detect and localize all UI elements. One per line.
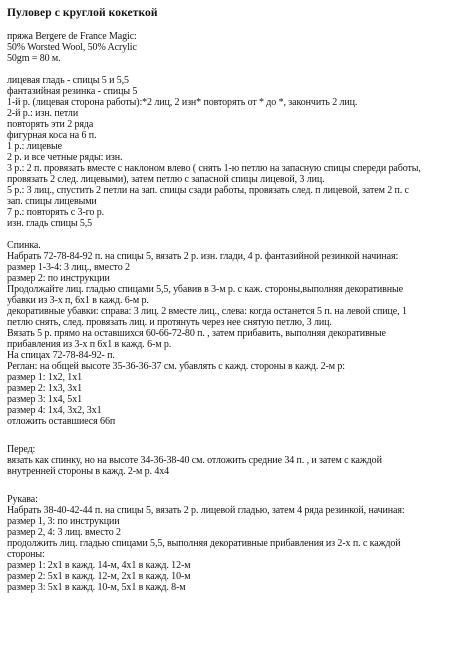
text-line: 2 р. и все четные ряды: изн. [7,152,123,163]
text-line: Вязать 5 р. прямо на оставшихся 60-66-72-80 п. , затем прибавить, выполняя декоративные [7,328,386,339]
text-line: На спицах 72-78-84-92- п. [7,350,115,361]
spacer [7,427,459,438]
text-line: 2-й р.: изн. петли [7,108,79,119]
text-line: размер 2: по инструкции [7,273,110,284]
text-line: размер 2: 5x1 в кажд. 12-м, 2x1 в кажд. 10-м [7,571,191,582]
spacer [7,477,459,488]
section-heading: Спинка. [7,240,41,251]
text-line: убавки из 3-х п, 6x1 в кажд. 6-м р. [7,295,149,306]
yarn-section [7,31,459,64]
text-line: размер 1: 2x1 в кажд. 14-м, 4x1 в кажд. 12-м [7,560,191,571]
text-line: размер 2, 4: 3 лиц. вместо 2 [7,527,121,538]
text-line: Продолжайте лиц. гладью спицами 5,5, убавив в 3-м р. с каж. стороны,выполняя декоративные [7,284,403,295]
spacer [7,229,459,240]
text-line: размер 2: 1x3, 3x1 [7,383,82,394]
text-line: 50gm = 80 м. [7,53,61,64]
text-line: изн. гладь спицы 5,5 [7,218,93,229]
text-line: 50% Worsted Wool, 50% Acrylic [7,42,137,53]
text-line: Реглан: на общей высоте 35-36-36-37 см. убавлять с кажд. стороны в кажд. 2-м р: [7,361,345,372]
text-line: размер 1, 3: по инструкции [7,516,120,527]
text-line: 7 р.: повторять с 3-го р. [7,207,104,218]
text-line: размер 1: 1x2, 1x1 [7,372,82,383]
text-line: продолжить лиц. гладью спицами 5,5, выполняя декоративные прибавления из 2-х п. с каждой [7,538,401,549]
text-line: размер 3: 5x1 в кажд. 10-м, 5x1 в кажд. 8-м [7,582,186,593]
text-line: прибавления из 3-х п 6x1 в кажд. 6-м р. [7,339,172,350]
back-section [7,240,459,427]
front-section [7,444,459,477]
text-line: фигурная коса на 6 п. [7,130,97,141]
text-line: 5 р.: 3 лиц., спустить 2 петли на зап. спицы сзади работы, провязать след. п лицевой, затем 2 п. с [7,185,409,196]
section-heading: Перед: [7,444,36,455]
document-title: Пуловер с круглой кокеткой [7,7,158,19]
text-line: Набрать 38-40-42-44 п. на спицы 5, вязать 2 р. лицевой гладью, затем 4 ряда резинкой, начиная: [7,505,405,516]
text-line: лицевая гладь - спицы 5 и 5,5 [7,75,129,86]
text-line: зап. спицы лицевыми [7,196,97,207]
text-line: 1-й р. (лицевая сторона работы):*2 лиц, 2 изн* повторять от * до *, закончить 2 лиц. [7,97,358,108]
text-line: отложить оставшиеся 66п [7,416,116,427]
document-page [7,6,459,593]
text-line: 3 р.: 2 п. провязать вместе с наклоном влево ( снять 1-ю петлю на запасную спицы спереди работы, [7,163,421,174]
text-line: декоративные убавки: справа: 3 лиц. 2 вместе лиц., слева: когда останется 5 п. на левой спице, 1 [7,306,407,317]
text-line: размер 3: 1x4, 5x1 [7,394,82,405]
sleeves-section [7,494,459,593]
text-line: вязать как спинку, но на высоте 34-36-38-40 см. отложить средние 34 п. , и затем с каждой [7,455,382,466]
text-line: фантазийная резинка - спицы 5 [7,86,138,97]
text-line: стороны: [7,549,45,560]
text-line: пряжа Bergere de France Magic: [7,31,137,42]
text-line: размер 4: 1x4, 3x2, 3x1 [7,405,102,416]
text-line: повторять эти 2 ряда [7,119,94,130]
text-line: внутренней стороны в кажд. 2-м р. 4x4 [7,466,170,477]
text-line: петлю снять, след. провязать лиц. и протянуть через нее снятую петлю, 3 лиц. [7,317,332,328]
text-line: 1 р.: лицевые [7,141,62,152]
spacer [7,64,459,75]
text-line: Набрать 72-78-84-92 п. на спицы 5, вязать 2 р. изн. глади, 4 р. фантазийной резинкой начиная: [7,251,399,262]
text-line: провязать 2 след. лицевыми), затем петлю с запасной спицы лицевой, 3 лиц. [7,174,325,185]
section-heading: Рукава: [7,494,38,505]
text-line: размер 1-3-4: 3 лиц., вместо 2 [7,262,130,273]
stitches-section [7,75,459,229]
